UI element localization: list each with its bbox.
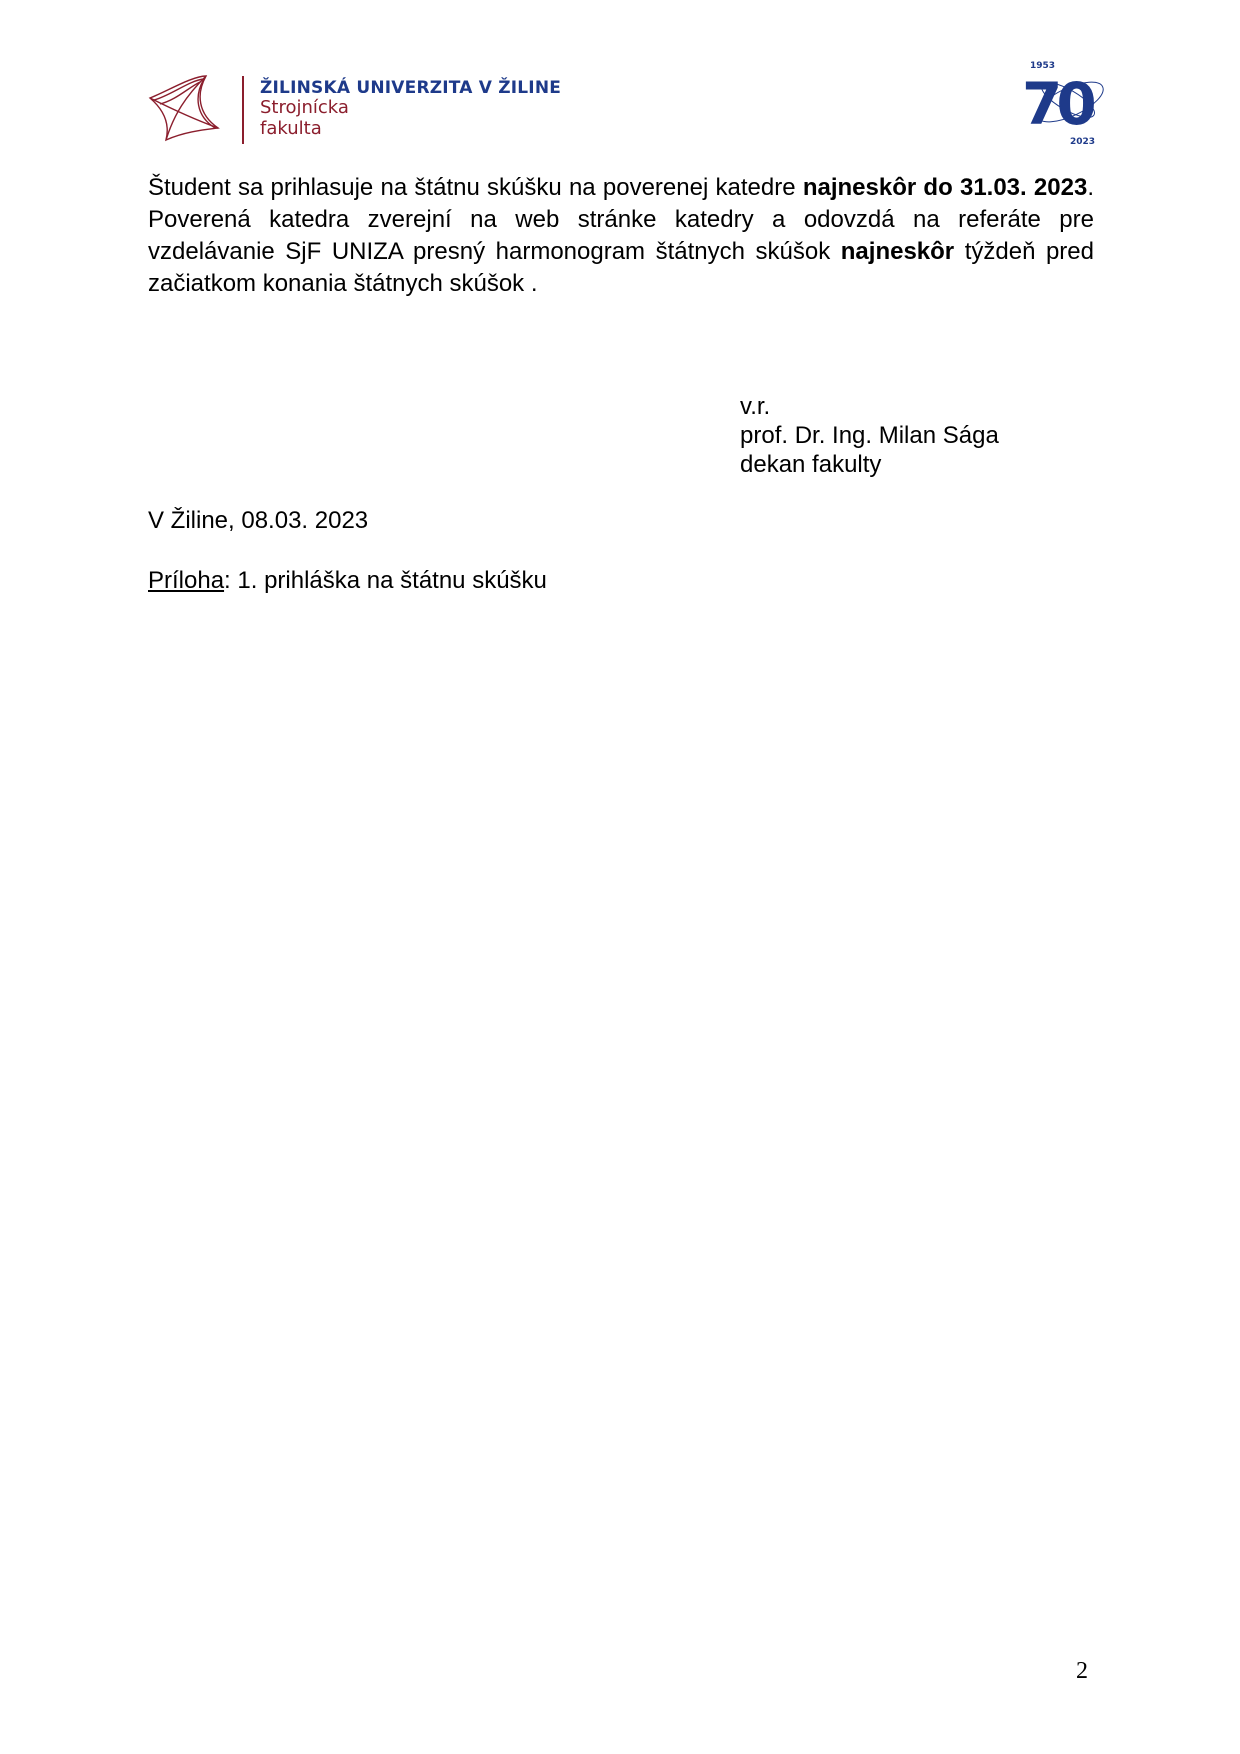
paragraph-text-1: Študent sa prihlasuje na štátnu skúšku na poverenej katedre (148, 174, 803, 201)
anniversary-70-logo (1018, 56, 1110, 148)
attachment-line (148, 566, 547, 596)
main-content (148, 172, 1094, 300)
signature-name: prof. Dr. Ing. Milan Sága (740, 422, 999, 449)
university-logo-block (146, 70, 561, 150)
paragraph-text-3: týždeň pred začiatkom konania štátnych skúšok . (148, 238, 1094, 297)
deadline-bold: najneskôr do 31.03. 2023 (802, 174, 1088, 201)
registration-paragraph (148, 172, 1094, 300)
signature-vr: v.r. (740, 393, 771, 420)
anniversary-start-year: 1953 (1030, 61, 1056, 71)
university-name: ŽILINSKÁ UNIVERZITA V ŽILINE (260, 78, 562, 98)
latest-bold: najneskôr (840, 238, 955, 265)
faculty-name-line2: fakulta (260, 118, 322, 140)
university-emblem-icon (146, 70, 224, 148)
signature-block (740, 392, 999, 479)
anniversary-end-year: 2023 (1070, 137, 1096, 147)
date-line: V Žiline, 08.03. 2023 (148, 507, 369, 534)
faculty-name-line1: Strojnícka (260, 97, 349, 119)
paragraph-text-2: . Poverená katedra zverejní na web stránke katedry a odovzdá na referáte pre vzdelávanie SjF UNIZA presný harmonogram štátnych skúšok (148, 174, 1094, 265)
attachment-text: : 1. prihláška na štátnu skúšku (224, 567, 547, 594)
page-number: 2 (1076, 1658, 1088, 1684)
attachment-label: Príloha (148, 567, 225, 594)
institution-names (260, 78, 561, 140)
signature-title: dekan fakulty (740, 451, 882, 478)
anniversary-number: 70 (1022, 70, 1091, 138)
header-divider (242, 76, 244, 144)
